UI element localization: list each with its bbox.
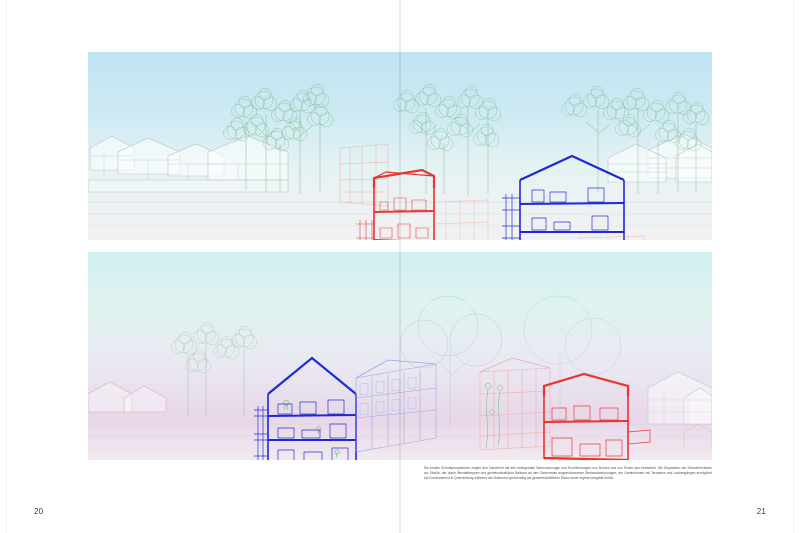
- page-edge-left: [6, 0, 7, 533]
- red-section-south: [544, 374, 628, 460]
- book-gutter: [399, 0, 401, 533]
- red-section-north: [356, 170, 454, 240]
- page-number-right: 21: [756, 507, 766, 516]
- page-edge-right: [793, 0, 794, 533]
- blue-section-south: [268, 358, 356, 460]
- page-number-left: 20: [34, 507, 44, 516]
- figure-caption: Die beiden Schnittperspektiven zeigen den Gartenhof mit den anliegenden Wohnnutzungen und Erschließungen von Norden und von Süden aus betrachtet. Die Disposition der Schwellenräume zur Straße, der durch Wendeltreppen und gemeinschaftliche Balkone an den Gartenraum angeschlossenen Bestandswohnungen, der Gartenhäuser mit Terrassen und Laubengängen ermöglicht ein Durchwohnen in Querrichtung während der Gartenhof gleichzeitig als gemeinschaftlicher Raum seine eigene Integrität erhält.: [424, 466, 712, 480]
